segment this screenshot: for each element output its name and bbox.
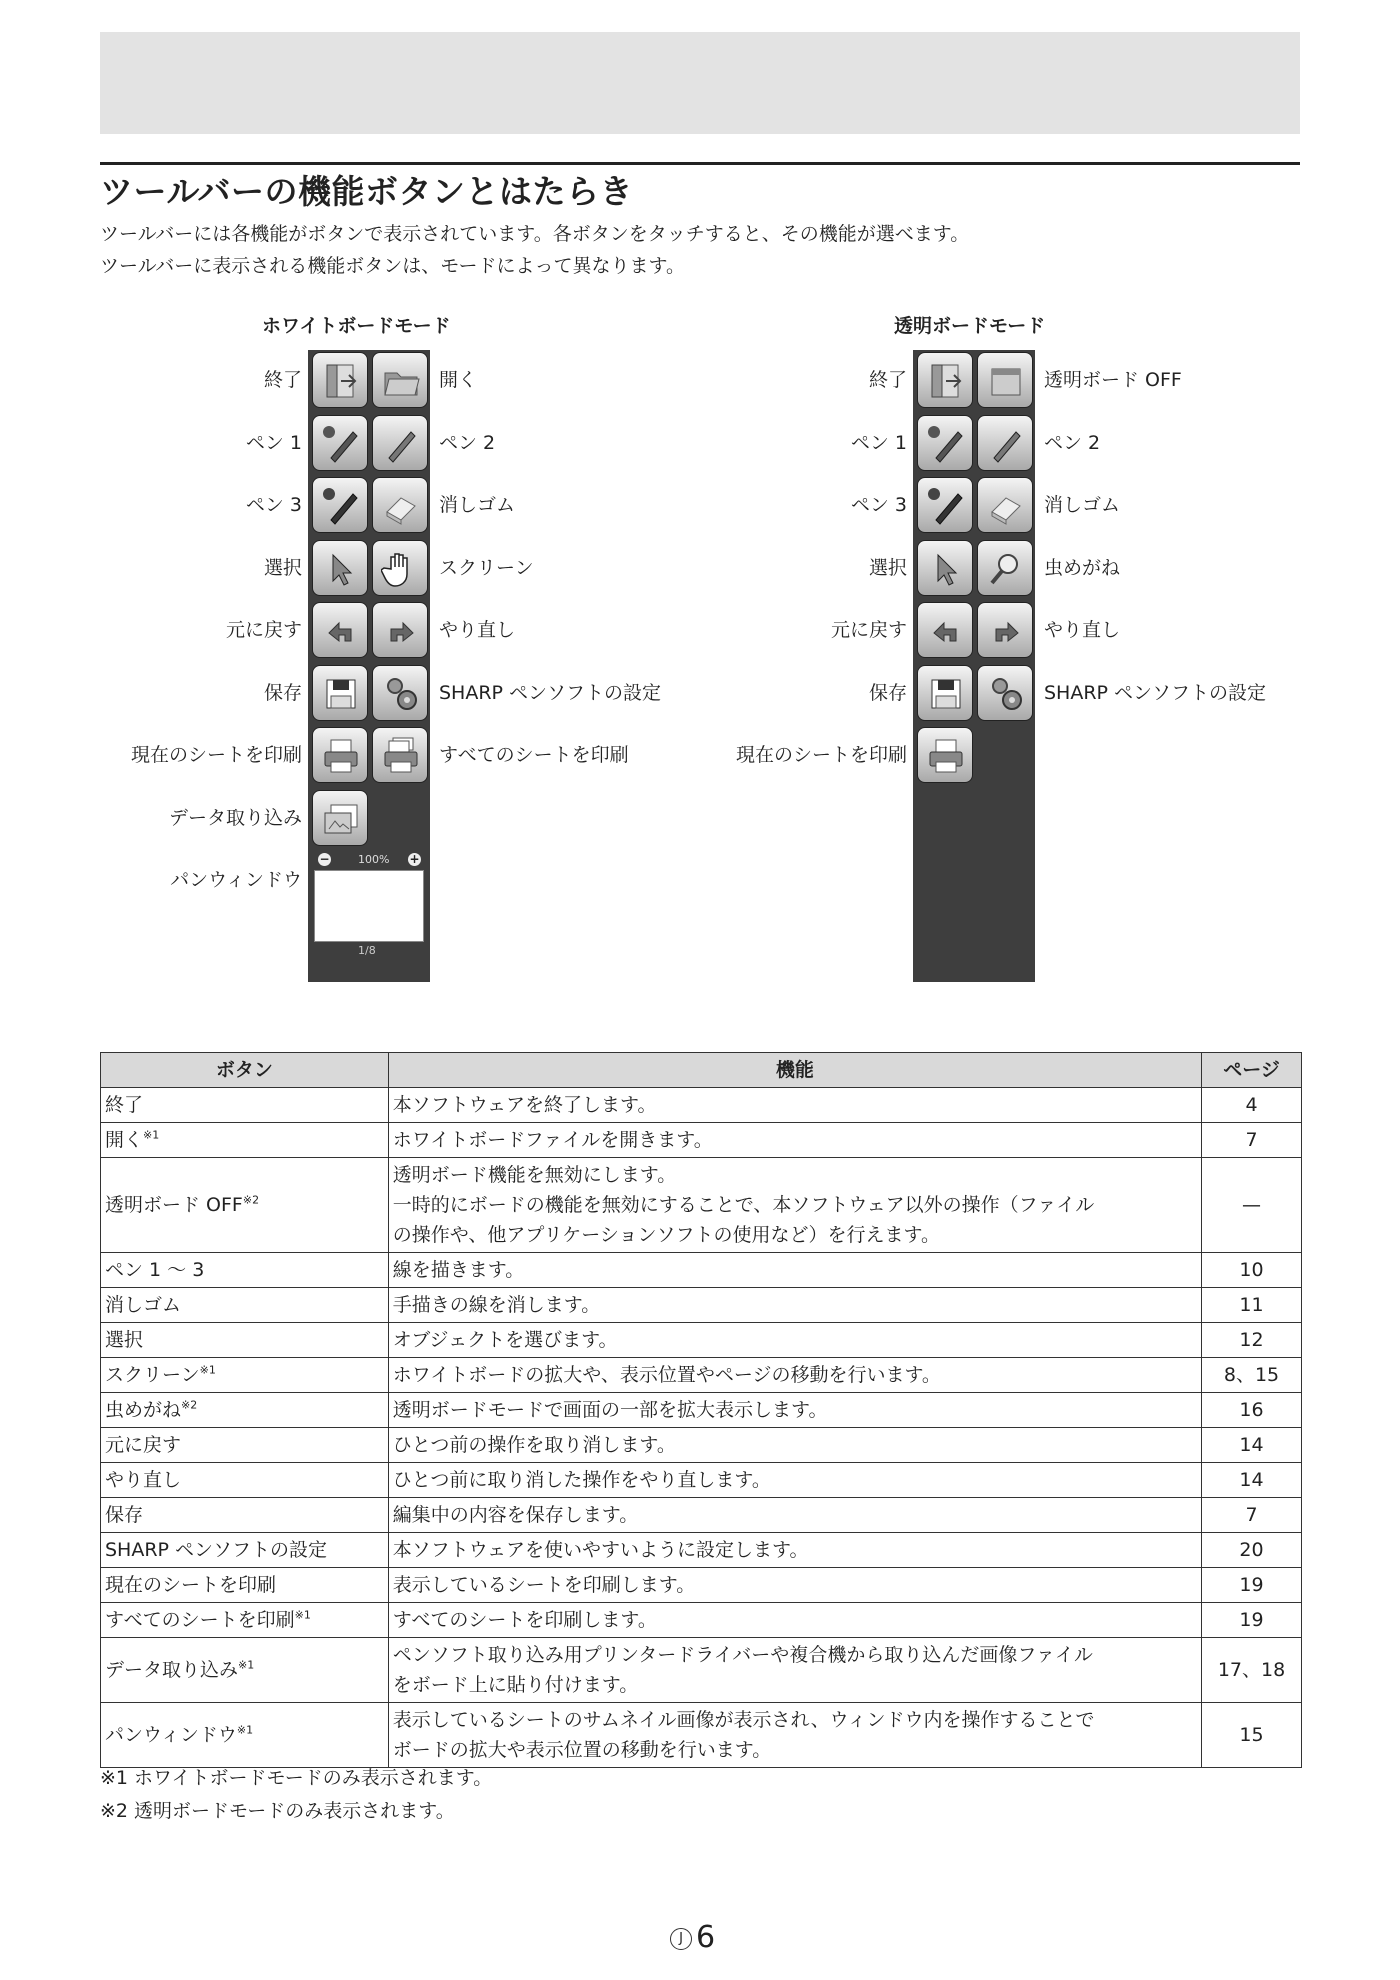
- pen-2-button[interactable]: [372, 415, 428, 471]
- transparent-left-label: 保存: [868, 681, 907, 704]
- whiteboard-right-label: スクリーン: [439, 556, 534, 579]
- whiteboard-left-label: 保存: [263, 681, 302, 704]
- zoom-level: 100%: [358, 853, 390, 866]
- exit-icon: [926, 361, 966, 401]
- button-name-cell: [101, 1533, 389, 1568]
- pan-zoom-bar: [312, 852, 426, 868]
- page-ref-cell: 10: [1202, 1253, 1302, 1288]
- pen-2-button[interactable]: [977, 415, 1033, 471]
- function-cell: [388, 1123, 1201, 1158]
- page-ref-cell: 7: [1202, 1498, 1302, 1533]
- print-current-button[interactable]: [312, 727, 368, 783]
- button-name-cell: [101, 1088, 389, 1123]
- table-row: [101, 1393, 1302, 1428]
- button-name-cell: [101, 1358, 389, 1393]
- button-name-cell: [101, 1638, 389, 1703]
- transparent-left-label: ペン 3: [850, 494, 907, 516]
- page-ref-cell: —: [1202, 1158, 1302, 1253]
- column-header-page: ページ: [1202, 1053, 1302, 1088]
- magnifier-icon: [986, 549, 1026, 589]
- footnote-marker: ※1: [236, 1723, 254, 1737]
- button-name-cell: [101, 1123, 389, 1158]
- function-table: [100, 1052, 1302, 1768]
- pan-page-indicator: 1/8: [358, 944, 376, 957]
- transparent-right-label: SHARP ペンソフトの設定: [1044, 681, 1267, 704]
- pen-3-icon: [321, 486, 361, 526]
- pen-3-button[interactable]: [312, 477, 368, 533]
- redo-icon: [381, 611, 421, 651]
- function-line: ひとつ前の操作を取り消します。: [392, 1434, 676, 1456]
- button-name: ペン 1 〜 3: [105, 1259, 205, 1281]
- page-ref-cell: 12: [1202, 1323, 1302, 1358]
- transparent-right-label: 虫めがね: [1044, 556, 1121, 579]
- open-folder-icon: [381, 361, 421, 401]
- eraser-button[interactable]: [372, 477, 428, 533]
- intro-text: [100, 218, 969, 282]
- page-number-value: 6: [696, 1920, 716, 1955]
- select-arrow-icon: [321, 549, 361, 589]
- table-row: [101, 1088, 1302, 1123]
- footnote-marker: ※1: [238, 1658, 255, 1672]
- top-banner: [100, 32, 1300, 134]
- pen-1-icon: [321, 424, 361, 464]
- function-line: ホワイトボードファイルを開きます。: [392, 1129, 713, 1151]
- function-line: 透明ボード機能を無効にします。: [392, 1164, 677, 1186]
- function-line: の操作や、他アプリケーションソフトの使用など）を行えます。: [392, 1224, 940, 1246]
- hand-screen-icon: [381, 549, 421, 589]
- whiteboard-left-label: ペン 1: [245, 431, 302, 454]
- function-cell: [388, 1463, 1201, 1498]
- transparent-left-label: ペン 1: [850, 431, 907, 454]
- whiteboard-left-label: 選択: [263, 556, 302, 579]
- button-name-cell: [101, 1568, 389, 1603]
- redo-button[interactable]: [977, 602, 1033, 658]
- page-ref-cell: 20: [1202, 1533, 1302, 1568]
- transparent-right-label: 消しゴム: [1044, 494, 1121, 516]
- function-cell: [388, 1603, 1201, 1638]
- button-name: 開く: [105, 1129, 144, 1151]
- zoom-in-button[interactable]: +: [409, 852, 420, 866]
- print-all-button[interactable]: [372, 727, 428, 783]
- function-line: 本ソフトウェアを終了します。: [392, 1094, 657, 1116]
- function-line: オブジェクトを選びます。: [392, 1329, 618, 1351]
- intro-line: ツールバーには各機能がボタンで表示されています。各ボタンをタッチすると、その機能が選べます。: [100, 223, 970, 245]
- button-name-cell: [101, 1393, 389, 1428]
- magnifier-button[interactable]: [977, 540, 1033, 596]
- page-number: [670, 1920, 715, 1955]
- save-button[interactable]: [312, 665, 368, 721]
- button-name-cell: [101, 1323, 389, 1358]
- function-cell: [388, 1703, 1201, 1768]
- button-name: 消しゴム: [105, 1294, 182, 1316]
- select-arrow-icon: [926, 549, 966, 589]
- page-ref-cell: 14: [1202, 1463, 1302, 1498]
- transparent-left-label: 現在のシートを印刷: [735, 744, 907, 766]
- function-line: 手描きの線を消します。: [392, 1294, 601, 1316]
- function-line: 編集中の内容を保存します。: [392, 1504, 639, 1526]
- save-icon: [321, 674, 361, 714]
- button-name: やり直し: [105, 1469, 182, 1491]
- page-ref-cell: 19: [1202, 1603, 1302, 1638]
- button-name: 現在のシートを印刷: [105, 1574, 277, 1596]
- eraser-button[interactable]: [977, 477, 1033, 533]
- page-ref-cell: 8、15: [1202, 1358, 1302, 1393]
- function-cell: [388, 1638, 1201, 1703]
- table-row: [101, 1323, 1302, 1358]
- table-row: [101, 1288, 1302, 1323]
- page-ref-cell: 4: [1202, 1088, 1302, 1123]
- button-name-cell: [101, 1288, 389, 1323]
- transparent-left-label: 元に戻す: [830, 619, 907, 641]
- function-line: ペンソフト取り込み用プリンタードライバーや複合機から取り込んだ画像ファイル: [392, 1644, 1093, 1666]
- function-line: 線を描きます。: [392, 1259, 525, 1281]
- function-line: ホワイトボードの拡大や、表示位置やページの移動を行います。: [392, 1364, 941, 1386]
- exit-button[interactable]: [312, 352, 368, 408]
- whiteboard-left-label: 終了: [263, 369, 302, 391]
- table-row: [101, 1568, 1302, 1603]
- button-name: SHARP ペンソフトの設定: [105, 1539, 328, 1561]
- eraser-icon: [381, 486, 421, 526]
- redo-icon: [986, 611, 1026, 651]
- table-row: [101, 1158, 1302, 1253]
- function-line: 表示しているシートを印刷します。: [392, 1574, 696, 1596]
- function-cell: [388, 1253, 1201, 1288]
- settings-gear-icon: [986, 674, 1026, 714]
- transparent-left-label: 終了: [868, 369, 907, 391]
- function-cell: [388, 1498, 1201, 1533]
- footnotes: [100, 1762, 492, 1828]
- function-line: ボードの拡大や表示位置の移動を行います。: [392, 1739, 772, 1761]
- data-import-icon: [321, 799, 361, 839]
- button-name: 保存: [105, 1504, 144, 1526]
- pen-1-icon: [926, 424, 966, 464]
- eraser-icon: [986, 486, 1026, 526]
- function-line: 表示しているシートのサムネイル画像が表示され、ウィンドウ内を操作することで: [392, 1709, 1095, 1731]
- table-row: [101, 1358, 1302, 1393]
- button-name-cell: [101, 1158, 389, 1253]
- footnote-marker: ※1: [199, 1363, 216, 1377]
- whiteboard-right-label: ペン 2: [439, 431, 496, 454]
- whiteboard-left-label: データ取り込み: [168, 806, 302, 829]
- function-cell: [388, 1533, 1201, 1568]
- heading-rule: [100, 162, 1300, 165]
- function-line: 一時的にボードの機能を無効にすることで、本ソフトウェア以外の操作（ファイル: [392, 1194, 1095, 1216]
- whiteboard-left-label: ペン 3: [245, 494, 302, 516]
- open-folder-button[interactable]: [372, 352, 428, 408]
- button-name: すべてのシートを印刷: [105, 1609, 295, 1631]
- footnote-marker: ※1: [143, 1128, 160, 1142]
- whiteboard-right-label: 開く: [439, 369, 478, 391]
- transparent-right-label: やり直し: [1044, 619, 1121, 641]
- select-arrow-button[interactable]: [917, 540, 973, 596]
- button-name-cell: [101, 1253, 389, 1288]
- function-cell: [388, 1428, 1201, 1463]
- whiteboard-right-label: やり直し: [439, 619, 516, 641]
- button-name: 選択: [105, 1329, 144, 1351]
- footnote-marker: ※2: [181, 1398, 198, 1412]
- button-name: 透明ボード OFF: [105, 1194, 243, 1216]
- button-name-cell: [101, 1463, 389, 1498]
- whiteboard-mode-title: ホワイトボードモード: [262, 315, 451, 337]
- hand-screen-button[interactable]: [372, 540, 428, 596]
- exit-button[interactable]: [917, 352, 973, 408]
- page-ref-cell: 11: [1202, 1288, 1302, 1323]
- transparent-right-label: ペン 2: [1044, 431, 1101, 454]
- page-ref-cell: 17、18: [1202, 1638, 1302, 1703]
- transparent-mode-title: 透明ボードモード: [894, 315, 1046, 337]
- table-row: [101, 1123, 1302, 1158]
- save-button[interactable]: [917, 665, 973, 721]
- table-row: [101, 1638, 1302, 1703]
- function-cell: [388, 1323, 1201, 1358]
- button-name: スクリーン: [105, 1364, 200, 1386]
- button-name: データ取り込み: [105, 1659, 239, 1681]
- footnote-marker: ※1: [294, 1608, 311, 1622]
- footnote-marker: ※2: [242, 1193, 260, 1207]
- function-line: ひとつ前に取り消した操作をやり直します。: [392, 1469, 771, 1491]
- zoom-out-button[interactable]: −: [319, 852, 330, 866]
- table-header-row: [101, 1053, 1302, 1088]
- settings-gear-button[interactable]: [977, 665, 1033, 721]
- function-cell: [388, 1393, 1201, 1428]
- exit-icon: [321, 361, 361, 401]
- page-ref-cell: 14: [1202, 1428, 1302, 1463]
- button-name: 元に戻す: [105, 1434, 182, 1456]
- button-name: 虫めがね: [105, 1399, 182, 1421]
- print-current-button[interactable]: [917, 727, 973, 783]
- undo-button[interactable]: [312, 602, 368, 658]
- button-name-cell: [101, 1603, 389, 1638]
- pen-2-icon: [986, 424, 1026, 464]
- button-name: 終了: [105, 1094, 144, 1116]
- table-row: [101, 1498, 1302, 1533]
- transparent-right-label: 透明ボード OFF: [1044, 369, 1182, 391]
- whiteboard-right-label: すべてのシートを印刷: [439, 744, 629, 766]
- button-name-cell: [101, 1703, 389, 1768]
- transparent-left-label: 選択: [868, 556, 907, 579]
- button-name: パンウィンドウ: [105, 1724, 237, 1746]
- pen-1-button[interactable]: [917, 415, 973, 471]
- pan-window-thumbnail[interactable]: [314, 870, 424, 942]
- function-cell: [388, 1158, 1201, 1253]
- pen-3-icon: [926, 486, 966, 526]
- button-name-cell: [101, 1498, 389, 1533]
- save-icon: [926, 674, 966, 714]
- table-row: [101, 1533, 1302, 1568]
- undo-button[interactable]: [917, 602, 973, 658]
- column-header-button: ボタン: [101, 1053, 389, 1088]
- footnote: ※1 ホワイトボードモードのみ表示されます。: [100, 1767, 493, 1789]
- settings-gear-icon: [381, 674, 421, 714]
- table-row: [101, 1253, 1302, 1288]
- whiteboard-right-label: 消しゴム: [439, 494, 516, 516]
- print-all-icon: [381, 736, 421, 776]
- pen-2-icon: [381, 424, 421, 464]
- button-name-cell: [101, 1428, 389, 1463]
- page-title: ツールバーの機能ボタンとはたらき: [100, 172, 634, 211]
- function-cell: [388, 1288, 1201, 1323]
- undo-icon: [321, 611, 361, 651]
- function-cell: [388, 1088, 1201, 1123]
- page-ref-cell: 19: [1202, 1568, 1302, 1603]
- page-circle-mark: J: [670, 1928, 692, 1950]
- footnote: ※2 透明ボードモードのみ表示されます。: [100, 1800, 455, 1822]
- whiteboard-left-label: 現在のシートを印刷: [130, 744, 302, 766]
- function-cell: [388, 1568, 1201, 1603]
- whiteboard-right-label: SHARP ペンソフトの設定: [439, 681, 662, 704]
- transparent-off-button[interactable]: [977, 352, 1033, 408]
- table-row: [101, 1428, 1302, 1463]
- column-header-function: 機能: [388, 1053, 1201, 1088]
- pen-1-button[interactable]: [312, 415, 368, 471]
- function-cell: [388, 1358, 1201, 1393]
- page-ref-cell: 7: [1202, 1123, 1302, 1158]
- function-line: 本ソフトウェアを使いやすいように設定します。: [392, 1539, 809, 1561]
- settings-gear-button[interactable]: [372, 665, 428, 721]
- page-ref-cell: 15: [1202, 1703, 1302, 1768]
- undo-icon: [926, 611, 966, 651]
- function-line: すべてのシートを印刷します。: [392, 1609, 657, 1631]
- table-row: [101, 1703, 1302, 1768]
- table-row: [101, 1463, 1302, 1498]
- whiteboard-left-label: 元に戻す: [225, 619, 302, 641]
- redo-button[interactable]: [372, 602, 428, 658]
- print-current-icon: [926, 736, 966, 776]
- data-import-button[interactable]: [312, 790, 368, 846]
- intro-line: ツールバーに表示される機能ボタンは、モードによって異なります。: [100, 255, 686, 277]
- select-arrow-button[interactable]: [312, 540, 368, 596]
- pen-3-button[interactable]: [917, 477, 973, 533]
- page-ref-cell: 16: [1202, 1393, 1302, 1428]
- transparent-off-icon: [986, 361, 1026, 401]
- table-row: [101, 1603, 1302, 1638]
- print-current-icon: [321, 736, 361, 776]
- function-line: 透明ボードモードで画面の一部を拡大表示します。: [392, 1399, 828, 1421]
- whiteboard-left-label: パンウィンドウ: [170, 869, 302, 891]
- function-line: をボード上に貼り付けます。: [392, 1674, 639, 1696]
